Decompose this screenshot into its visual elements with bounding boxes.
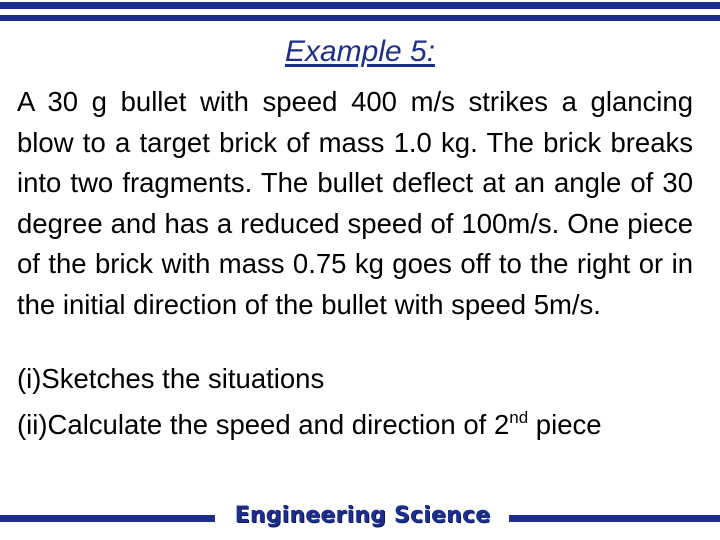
task-item-2-suffix: piece bbox=[528, 409, 602, 440]
footer-rule-left bbox=[0, 515, 215, 522]
task-item-2-text: (ii)Calculate the speed and direction of 2 bbox=[17, 409, 510, 440]
ordinal-superscript: nd bbox=[509, 408, 529, 427]
footer-logo-text: Engineering Science bbox=[234, 503, 491, 528]
slide-title bbox=[0, 34, 720, 70]
slide-title-text: Example 5: bbox=[284, 35, 436, 68]
task-item-2 bbox=[17, 405, 602, 445]
footer-rule-right bbox=[509, 515, 720, 522]
header-rule-bottom bbox=[0, 15, 720, 21]
task-item-1: (i)Sketches the situations bbox=[17, 363, 325, 394]
problem-statement: A 30 g bullet with speed 400 m/s strikes a glancing blow to a target brick of mass 1.0 kg. The brick breaks into two fragments. The bullet deflect at an angle of 30 degree and has a reduced speed of 100m/s. One piece of the brick with mass 0.75 kg goes off to the right or in the initial direction of the bullet with speed 5m/s. bbox=[17, 86, 693, 320]
header-rule-top bbox=[0, 2, 720, 9]
